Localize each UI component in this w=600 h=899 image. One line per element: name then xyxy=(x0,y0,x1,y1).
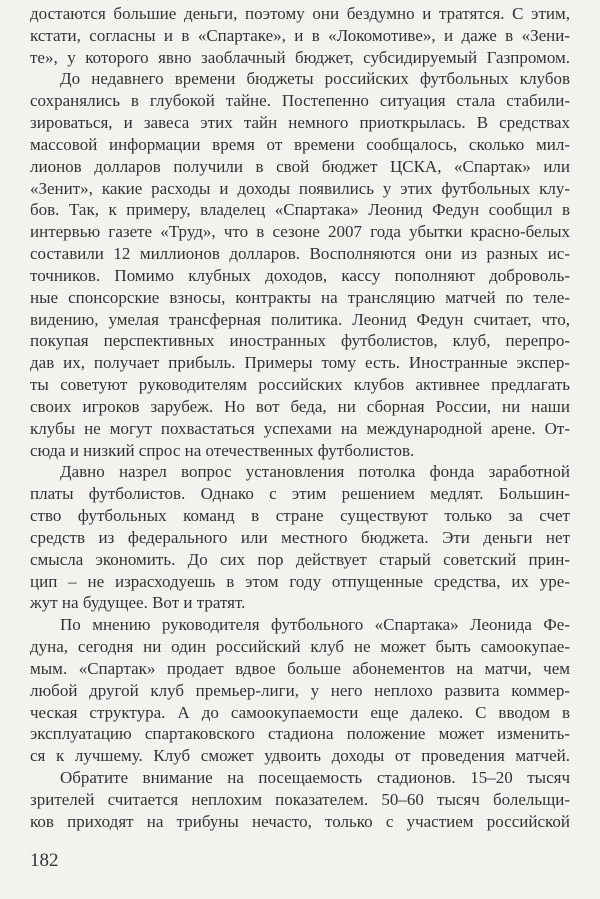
text-line: кстати, согласны и в «Спартаке», и в «Локомотиве», и даже в «Зени- xyxy=(30,25,570,45)
text-line: клубы не могут похвастаться успехами на международной арене. От- xyxy=(30,418,570,438)
text-line: Давно назрел вопрос установления потолка фонда заработной xyxy=(60,462,570,482)
text-line: смысла экономить. До сих пор действует старый советский прин- xyxy=(30,549,570,569)
text-line: составили 12 миллионов долларов. Восполняются они из разных ис- xyxy=(30,244,570,264)
text-line: ся к лучшему. Клуб сможет удвоить доходы от проведения матчей. xyxy=(30,746,570,766)
text-line: достаются большие деньги, поэтому они бездумно и тратятся. С этим, xyxy=(30,4,570,23)
text-line: видению, умелая трансферная политика. Леонид Федун считает, что, xyxy=(30,309,570,329)
text-line: «Зенит», какие расходы и доходы появились у этих футбольных клу- xyxy=(30,178,570,198)
text-line: цип – не израсходуешь в этом году отпущенные средства, их уре- xyxy=(30,571,570,591)
text-line: те», у которого явно заоблачный бюджет, субсидируемый Газпромом. xyxy=(30,47,570,67)
text-line: ные спонсорские взносы, контракты на трансляцию матчей по теле- xyxy=(30,287,570,307)
body-text xyxy=(30,3,570,832)
text-line: До недавнего времени бюджеты российских футбольных клубов xyxy=(60,69,570,89)
text-line: бов. Так, к примеру, владелец «Спартака» Леонид Федун сообщил в xyxy=(30,200,570,220)
text-line: сюда и низкий спрос на отечественных футболистов. xyxy=(30,440,415,460)
text-line: дав их, получает прибыль. Примеры тому есть. Иностранные экспер- xyxy=(30,353,570,373)
text-line: ство футбольных команд в стране существуют только за счет xyxy=(30,506,570,526)
text-line: эксплуатацию спартаковского стадиона положение может изменить- xyxy=(30,724,570,744)
text-line: зироваться, и завеса этих тайн немного приоткрылась. В средствах xyxy=(30,113,570,133)
text-line: дуна, сегодня ни один российский клуб не может быть самоокупае- xyxy=(30,637,570,657)
text-line: По мнению руководителя футбольного «Спартака» Леонида Фе- xyxy=(60,615,570,635)
text-line: точников. Помимо клубных доходов, кассу пополняют доброволь- xyxy=(30,265,570,285)
text-line: мым. «Спартак» продает вдвое больше абонементов на матчи, чем xyxy=(30,658,570,678)
page-number: 182 xyxy=(30,850,59,871)
text-line: сохранялись в глубокой тайне. Постепенно ситуация стала стабили- xyxy=(30,91,570,111)
text-line: ты советуют руководителям российских клубов активнее предлагать xyxy=(30,375,570,395)
text-line: ков приходят на трибуны нечасто, только с участием российской xyxy=(30,811,570,831)
text-line: ческая структура. А до самоокупаемости еще далеко. С вводом в xyxy=(30,702,570,722)
text-line: жут на будущее. Вот и тратят. xyxy=(30,593,246,613)
text-line: Обратите внимание на посещаемость стадионов. 15–20 тысяч xyxy=(60,767,570,787)
text-line: платы футболистов. Однако с этим решением медлят. Большин- xyxy=(30,484,570,504)
text-line: своих игроков зарубеж. Но вот беда, ни сборная России, ни наши xyxy=(30,396,570,416)
text-line: любой другой клуб премьер-лиги, у него неплохо развита коммер- xyxy=(30,680,570,700)
text-line: массовой информации время от времени сообщалось, сколько мил- xyxy=(30,134,570,154)
text-line: средств из федерального или местного бюджета. Эти деньги нет xyxy=(30,527,570,547)
text-line: лионов долларов получили в свой бюджет ЦСКА, «Спартак» или xyxy=(30,156,570,176)
text-line: зрителей считается неплохим показателем. 50–60 тысяч болельщи- xyxy=(30,789,570,809)
text-line: покупая перспективных иностранных футболистов, клуб, перепро- xyxy=(30,331,570,351)
text-line: интервью газете «Труд», что в сезоне 2007 года убытки красно-белых xyxy=(30,222,570,242)
